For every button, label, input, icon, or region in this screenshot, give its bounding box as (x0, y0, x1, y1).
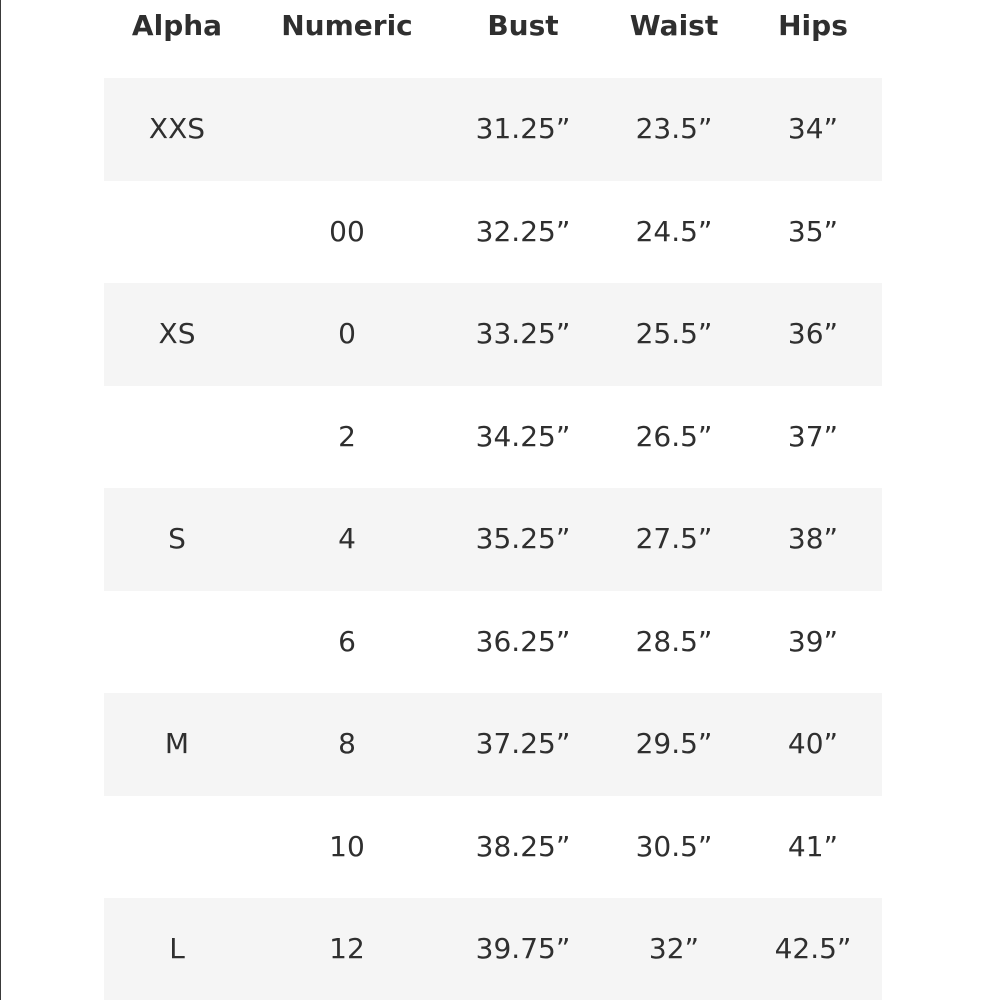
cell-numeric: 4 (338, 522, 356, 555)
cell-numeric: 2 (338, 419, 356, 453)
cell-waist: 26.5” (635, 419, 713, 453)
cell-bust: 39.75” (475, 932, 571, 965)
header-waist: Waist (629, 9, 719, 42)
cell-hips: 40” (787, 727, 839, 760)
cell-bust: 35.25” (475, 522, 571, 555)
cell-numeric: 10 (329, 829, 365, 863)
cell-alpha: S (168, 522, 186, 555)
table-row (104, 181, 882, 284)
table-row (104, 78, 882, 181)
table-row (104, 488, 882, 591)
cell-alpha: M (164, 727, 190, 760)
cell-alpha: XXS (148, 112, 206, 145)
cell-hips: 41” (787, 829, 839, 863)
cell-bust: 34.25” (475, 419, 571, 453)
cell-hips: 37” (787, 419, 839, 453)
cell-alpha: XS (158, 317, 196, 350)
cell-waist: 28.5” (635, 624, 713, 658)
cell-hips: 36” (787, 317, 839, 350)
table-row (104, 591, 882, 694)
left-border (0, 0, 1, 1000)
table-row (104, 283, 882, 386)
cell-numeric: 12 (329, 932, 365, 965)
cell-waist: 32” (648, 932, 700, 965)
cell-waist: 30.5” (635, 829, 713, 863)
header-alpha: Alpha (131, 9, 223, 42)
cell-hips: 34” (787, 112, 839, 145)
cell-waist: 27.5” (635, 522, 713, 555)
cell-hips: 39” (787, 624, 839, 658)
cell-bust: 38.25” (475, 829, 571, 863)
cell-numeric: 0 (338, 317, 356, 350)
cell-bust: 32.25” (475, 214, 571, 248)
cell-hips: 38” (787, 522, 839, 555)
header-hips: Hips (778, 9, 848, 42)
header-bust: Bust (487, 9, 559, 42)
cell-waist: 25.5” (635, 317, 713, 350)
cell-bust: 31.25” (475, 112, 571, 145)
cell-hips: 42.5” (774, 932, 852, 965)
table-row (104, 386, 882, 489)
cell-numeric: 6 (338, 624, 356, 658)
cell-waist: 23.5” (635, 112, 713, 145)
cell-bust: 33.25” (475, 317, 571, 350)
cell-waist: 24.5” (635, 214, 713, 248)
cell-numeric: 8 (338, 727, 356, 760)
table-row (104, 796, 882, 899)
cell-hips: 35” (787, 214, 839, 248)
header-numeric: Numeric (281, 9, 413, 42)
table-row (104, 898, 882, 1000)
table-row (104, 693, 882, 796)
size-chart-header (0, 0, 1000, 60)
size-chart-table (104, 78, 882, 1000)
cell-alpha: L (169, 932, 185, 965)
cell-waist: 29.5” (635, 727, 713, 760)
cell-bust: 36.25” (475, 624, 571, 658)
cell-numeric: 00 (329, 214, 365, 248)
cell-bust: 37.25” (475, 727, 571, 760)
